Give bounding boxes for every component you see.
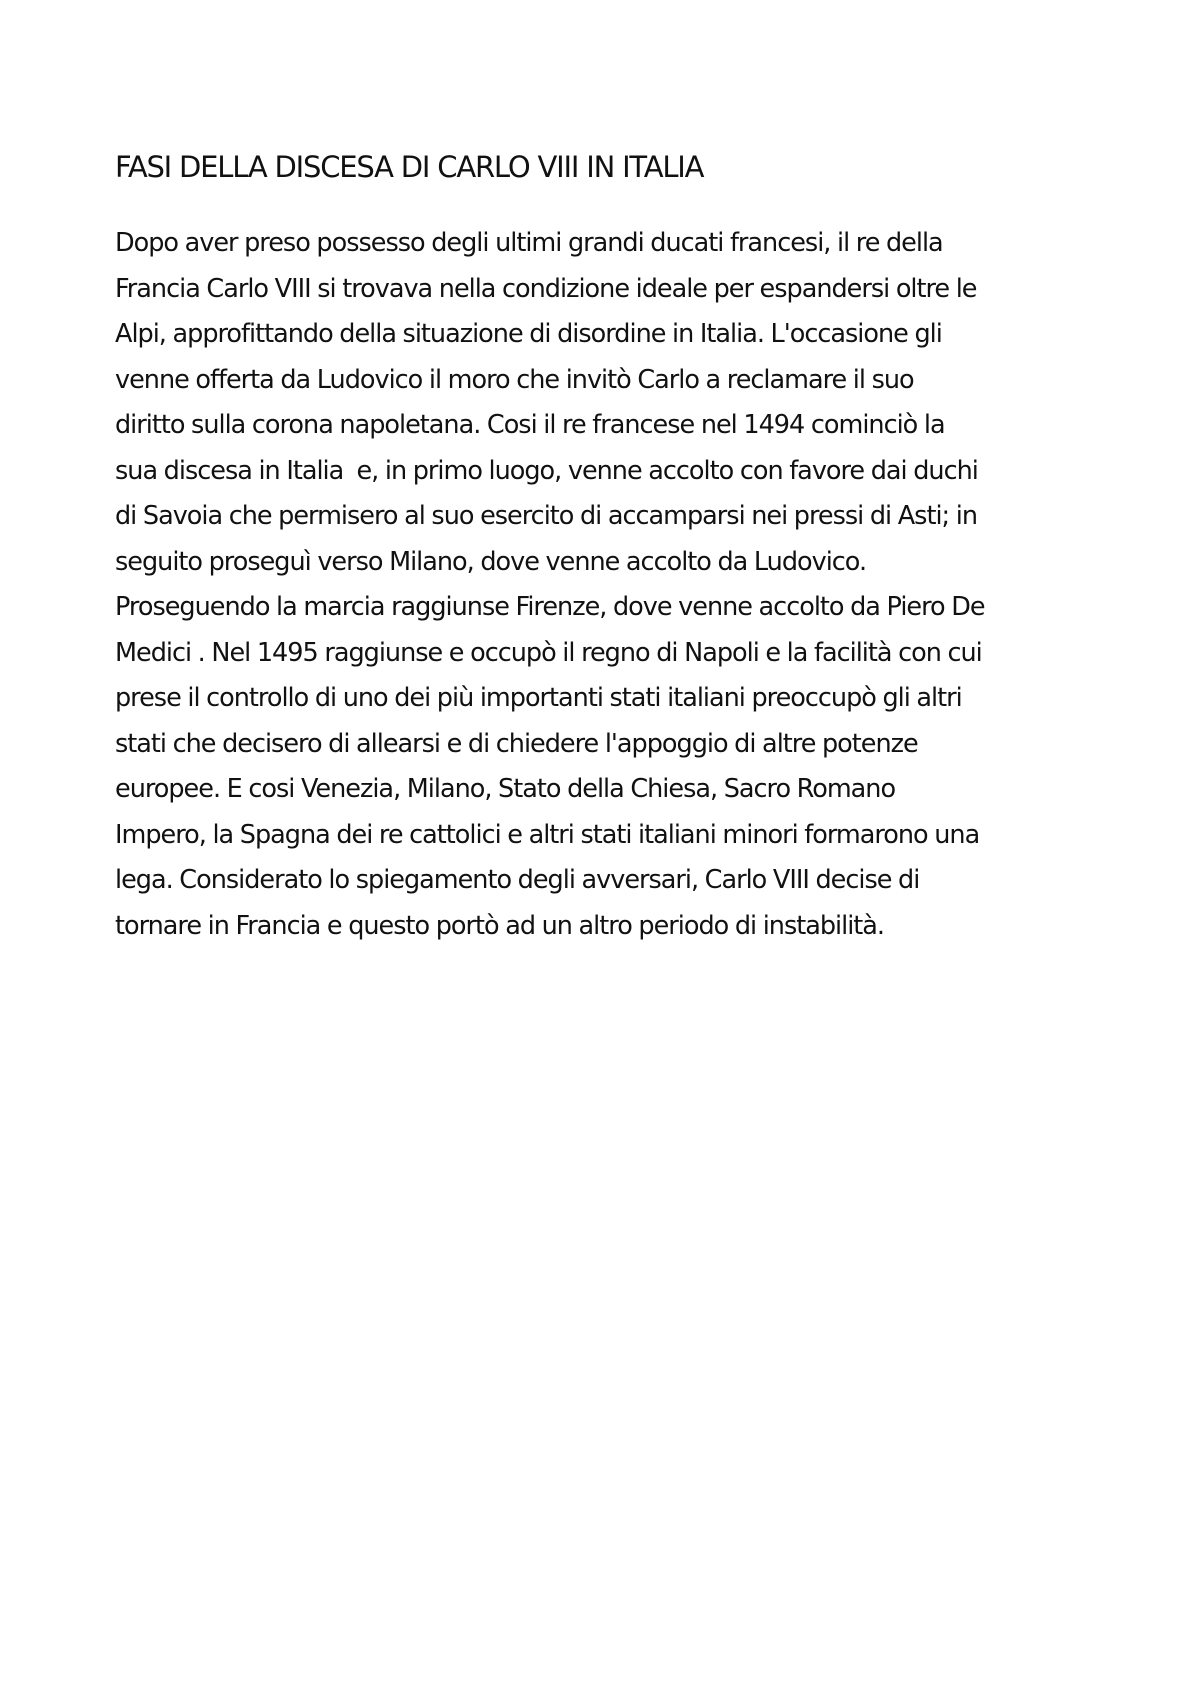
text-line: Dopo aver preso possesso degli ultimi grandi ducati francesi, il re della	[115, 228, 943, 258]
text-line: venne offerta da Ludovico il moro che invitò Carlo a reclamare il suo	[115, 364, 914, 395]
text-line: di Savoia che permisero al suo esercito di accamparsi nei pressi di Asti; in	[115, 501, 977, 531]
text-line: diritto sulla corona napoletana. Cosi il re francese nel 1494 cominciò la	[115, 410, 945, 440]
text-line: Alpi, approfittando della situazione di disordine in Italia. L'occasione gli	[115, 319, 942, 349]
document-title: FASI DELLA DISCESA DI CARLO VIII IN ITALIA	[115, 150, 704, 184]
text-line: lega. Considerato lo spiegamento degli avversari, Carlo VIII decise di	[115, 865, 920, 895]
text-line: Impero, la Spagna dei re cattolici e altri stati italiani minori formarono una	[115, 819, 980, 850]
text-line: prese il controllo di uno dei più importanti stati italiani preoccupò gli altri	[115, 683, 962, 713]
body-paragraph	[115, 221, 1115, 949]
text-line: europee. E cosi Venezia, Milano, Stato della Chiesa, Sacro Romano	[115, 774, 896, 804]
text-line: tornare in Francia e questo portò ad un altro periodo di instabilità.	[115, 910, 885, 941]
text-line: stati che decisero di allearsi e di chiedere l'appoggio di altre potenze	[115, 728, 918, 759]
text-line: seguito proseguì verso Milano, dove venne accolto da Ludovico.	[115, 546, 867, 577]
text-line: Medici . Nel 1495 raggiunse e occupò il regno di Napoli e la facilità con cui	[115, 637, 982, 668]
text-line: sua discesa in Italia e, in primo luogo, venne accolto con favore dai duchi	[115, 455, 978, 486]
text-line: Francia Carlo VIII si trovava nella condizione ideale per espandersi oltre le	[115, 273, 977, 304]
text-line: Proseguendo la marcia raggiunse Firenze, dove venne accolto da Piero De	[115, 592, 985, 622]
